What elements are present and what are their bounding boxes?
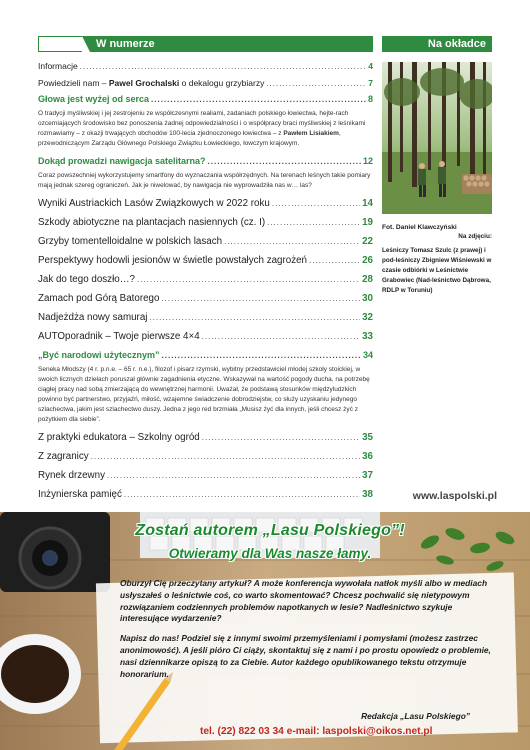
toc-entry[interactable] bbox=[38, 197, 373, 216]
toc-entry-page: 12 bbox=[362, 156, 373, 167]
toc-entry-title: Głowa jest wyżej od serca bbox=[38, 94, 150, 105]
toc-entry-title: Dokąd prowadzi nawigacja satelitarna? bbox=[38, 156, 206, 167]
toc-entry-title: AUTOporadnik – Twoje pierwsze 4×4 bbox=[38, 331, 200, 343]
toc-entry[interactable] bbox=[38, 235, 373, 254]
toc-entry-page: 8 bbox=[367, 94, 373, 105]
toc-entry-title: Jak do tego doszło…? bbox=[38, 274, 135, 286]
toc-entry-title: Informacje bbox=[38, 61, 78, 71]
photo-label: Na zdjęciu: bbox=[458, 233, 492, 240]
toc-header-tab bbox=[38, 36, 82, 52]
toc-header-label: W numerze bbox=[96, 38, 155, 50]
toc-entry-title: Grzyby tomentelloidalne w polskich lasach bbox=[38, 236, 223, 248]
toc-entry-page: 32 bbox=[362, 312, 373, 324]
ad-paragraph: Oburzył Cię przeczytany artykuł? A może konferencja wywołała natłok myśli albo w mediach usłyszałeś o leśnictwie coś, co warto skomentować? Chcesz pochwalić się nietypowym rozwiązaniem codziennych problemów napotkanych w lesie? Nadleśnictwo szykuje interesujące wydarzenie? bbox=[120, 578, 488, 624]
photo-credit: Fot. Daniel Klawczyński bbox=[382, 224, 457, 231]
toc-entry[interactable] bbox=[38, 450, 373, 469]
toc-entry-page: 4 bbox=[368, 61, 373, 71]
toc-entry-page: 7 bbox=[368, 77, 373, 88]
toc-entry-page: 19 bbox=[362, 217, 373, 229]
toc-entry-title: Szkody abiotyczne na plantacjach nasiennych (cz. I) bbox=[38, 217, 266, 229]
toc-entry[interactable] bbox=[38, 254, 373, 273]
toc-entry[interactable] bbox=[38, 311, 373, 330]
toc-entry[interactable] bbox=[38, 469, 373, 488]
cover-photo bbox=[382, 62, 492, 214]
toc-entry[interactable] bbox=[38, 60, 373, 77]
toc-entry[interactable] bbox=[38, 77, 373, 94]
toc-entry-page: 37 bbox=[362, 470, 373, 482]
toc-entry-page: 34 bbox=[362, 350, 373, 361]
toc-entry-title: Perspektywy hodowli jesionów w świetle powstałych zagrożeń bbox=[38, 255, 307, 267]
toc-entry[interactable] bbox=[38, 216, 373, 235]
toc-entry-page: 30 bbox=[362, 293, 373, 305]
website-url[interactable]: www.laspolski.pl bbox=[412, 490, 497, 502]
toc-entry-title: Z zagranicy bbox=[38, 451, 89, 463]
toc-entry-featured[interactable] bbox=[38, 93, 373, 149]
toc-entry-page: 14 bbox=[362, 198, 373, 210]
toc-entry-description: O tradycji myśliwskiej i jej zestrojeniu ze współczesnymi realiami, zadaniach polskiego łowiectwa, hejte-rach ozcerniających środowisko bez ponoszenia żadnej odpowiedzialności i o współpracy braci myśliwskiej z leśnikami rozmawiamy – z okazji trwających obchodów 100-lecia zjednoczonego łowiectwa – z Pawłem Lisiakiem, przewodniczącym Zarządu Głównego Polskiego Związku Łowieckiego, łowczym krajowym. bbox=[38, 110, 366, 148]
ad-body bbox=[120, 578, 495, 688]
toc-entry-title: Powiedzieli nam – Pawel Grochalski o dekalogu grzybiarzy bbox=[38, 77, 265, 88]
ad-contact[interactable]: tel. (22) 822 03 34 e-mail: laspolski@oikos.net.pl bbox=[200, 726, 433, 737]
toc-entry-page: 38 bbox=[362, 489, 373, 501]
toc-entry-title: Rynek drzewny bbox=[38, 470, 105, 482]
toc-entry-title: Z praktyki edukatora – Szkolny ogród bbox=[38, 432, 200, 444]
toc-entry-title: „Być narodowi użytecznym” bbox=[38, 350, 160, 361]
toc-entry-page: 28 bbox=[362, 274, 373, 286]
toc-entry[interactable] bbox=[38, 431, 373, 450]
toc-entry[interactable] bbox=[38, 330, 373, 349]
toc-entry-featured[interactable] bbox=[38, 155, 373, 191]
ad-subheadline: Otwieramy dla Was nasze łamy. bbox=[168, 546, 372, 561]
cover-header-label: Na okładce bbox=[427, 38, 486, 50]
toc-entry-page: 36 bbox=[362, 451, 373, 463]
ad-headline: Zostań autorem „Lasu Polskiego”! bbox=[135, 522, 405, 539]
ad-signature: Redakcja „Lasu Polskiego” bbox=[361, 711, 470, 721]
toc-entry-page: 33 bbox=[362, 331, 373, 343]
toc-entry-featured[interactable] bbox=[38, 349, 373, 425]
toc-entry-page: 35 bbox=[362, 432, 373, 444]
toc-entry-page: 26 bbox=[362, 255, 373, 267]
photo-caption: Leśniczy Tomasz Szulc (z prawej) i pod-leśniczy Zbigniew Wiśniewski w czasie odbiórki w Leśnictwie Grabowiec (Nad-leśnictwo Dąbrowa, RDLP w Toruniu) bbox=[382, 247, 492, 294]
toc-entry-description: Coraz powszechniej wykorzystujemy smartfony do wyznaczania współrzędnych. Na terenach leśnych takie pomiary mają jednak szereg ograniczeń. Jak je niwelować, by nawigacja nie wyprowadziła nas w… las? bbox=[38, 172, 371, 190]
toc-entry-description: Seneka Młodszy (4 r. p.n.e. – 65 r. n.e.), filozof i pisarz rzymski, wybitny przedstawiciel młodej szkoły stoickiej, w swoich licznych dziełach poruszał głównie zagadnienia etyczne. Wskazywał na wartość pogody ducha, na potrzebę ciągłej pracy nad sobą zmierzającą do wewnętrznej harmonii. Uważał, że podstawą stosunków międzyludzkich powinno być partnerstwo, przyjaźń, miłość, wzajemne świadczenie dobrodziejstw, co służy uzyskaniu jedynego szlachectwa, jakim jest szlachectwo duszy. Jedna z jego red brzmiała „Musisz żyć dla innych, jeśli chcesz żyć z pożytkiem dla siebie”. bbox=[38, 366, 370, 424]
toc-entry[interactable] bbox=[38, 273, 373, 292]
toc-entry-title: Nadjeżdża nowy samuraj bbox=[38, 312, 148, 324]
table-of-contents bbox=[38, 60, 373, 507]
toc-entry-page: 22 bbox=[362, 236, 373, 248]
toc-entry-title: Zamach pod Górą Batorego bbox=[38, 293, 160, 305]
toc-entry-title: Inżynierska pamięć bbox=[38, 489, 122, 501]
ad-paragraph: Napisz do nas! Podziel się z innymi swoimi przemyśleniami i pomysłami (możesz zastrzec anonimowość). A jeśli pióro Ci ciąży, skontaktuj się z nami i po prostu opowiedz o problemie, nasi dziennikarze opiszą to za Ciebie. Autor każdego opublikowanego tekstu otrzymuje honorarium. bbox=[120, 633, 491, 679]
toc-entry[interactable] bbox=[38, 292, 373, 311]
cover-header bbox=[382, 36, 492, 52]
toc-entry[interactable] bbox=[38, 488, 373, 507]
toc-entry-title: Wyniki Austriackich Lasów Związkowych w 2022 roku bbox=[38, 198, 270, 210]
